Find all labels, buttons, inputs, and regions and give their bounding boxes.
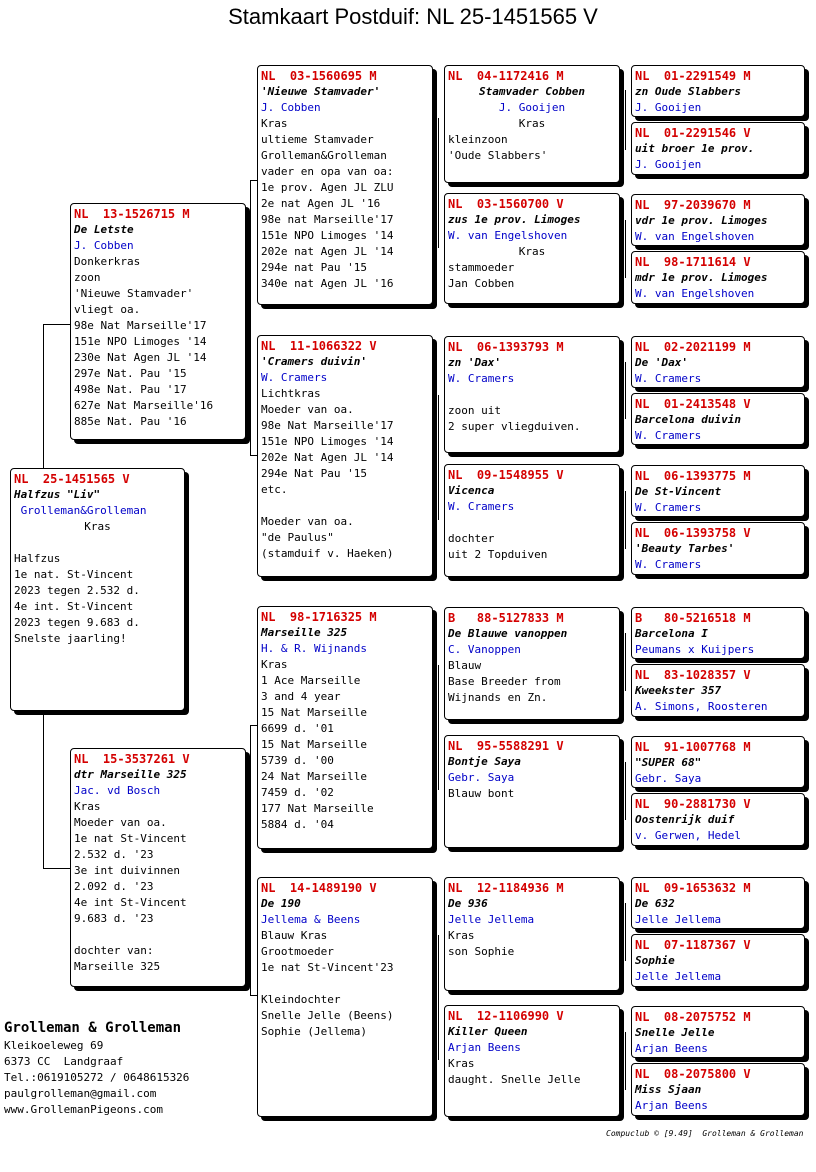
connector-line xyxy=(625,90,626,150)
page-title: Stamkaart Postduif: NL 25-1451565 V xyxy=(228,4,598,29)
owner-name: W. Cramers xyxy=(635,372,702,385)
pedigree-line: 202e nat Agen JL '14 xyxy=(261,245,394,258)
owner-name: J. Cobben xyxy=(261,101,321,114)
pedigree-card-g15 xyxy=(631,1006,805,1058)
connector-line xyxy=(43,715,44,868)
pedigree-line: vader en opa van oa: xyxy=(261,165,394,178)
pedigree-line: 627e Nat Marseille'16 xyxy=(74,399,214,412)
pedigree-line: Grolleman&Grolleman xyxy=(261,149,387,162)
pedigree-card-g13 xyxy=(631,877,805,929)
pedigree-line: son Sophie xyxy=(448,945,515,958)
owner-name: J. Cobben xyxy=(74,239,134,252)
pedigree-card-subject xyxy=(10,468,185,711)
pedigree-line xyxy=(448,387,616,403)
owner-name: Arjan Beens xyxy=(635,1042,708,1055)
owner-name: Gebr. Saya xyxy=(448,771,515,784)
pedigree-card-g16 xyxy=(631,1063,805,1116)
ring-number: NL 13-1526715 M xyxy=(74,207,190,221)
pigeon-name: Killer Queen xyxy=(448,1025,528,1038)
pedigree-line: 1 Ace Marseille xyxy=(261,674,361,687)
ring-number: NL 06-1393758 V xyxy=(635,526,751,540)
ring-number: NL 01-2291546 V xyxy=(635,126,751,140)
pedigree-line xyxy=(448,515,616,531)
pigeon-name: Halfzus "Liv" xyxy=(14,488,101,501)
connector-line xyxy=(625,491,626,549)
pedigree-card-g6 xyxy=(631,393,805,445)
pigeon-name: De 936 xyxy=(448,897,488,910)
owner-name: W. van Engelshoven xyxy=(635,230,755,243)
pedigree-line: 340e nat Agen JL '16 xyxy=(261,277,394,290)
pedigree-line: dochter van: xyxy=(74,944,154,957)
owner-name: W. Cramers xyxy=(448,372,515,385)
pedigree-line: daught. Snelle Jelle xyxy=(448,1073,581,1086)
pedigree-line: 297e Nat. Pau '15 xyxy=(74,367,187,380)
breeder-info xyxy=(4,1018,189,1118)
pedigree-line: 1e nat St-Vincent'23 xyxy=(261,961,394,974)
pedigree-line: Kras xyxy=(74,800,101,813)
owner-name: Arjan Beens xyxy=(448,1041,521,1054)
ring-number: NL 97-2039670 M xyxy=(635,198,751,212)
pedigree-line: 294e Nat Pau '15 xyxy=(261,467,367,480)
pedigree-line: Kleindochter xyxy=(261,993,341,1006)
pedigree-line: Grootmoeder xyxy=(261,945,334,958)
pigeon-name: Miss Sjaan xyxy=(635,1083,702,1096)
pedigree-card-g1 xyxy=(631,65,805,117)
pedigree-line: 2.532 d. '23 xyxy=(74,848,154,861)
owner-name: v. Gerwen, Hedel xyxy=(635,829,741,842)
owner-name: W. van Engelshoven xyxy=(448,229,568,242)
pedigree-card-father xyxy=(70,203,246,440)
ring-number: NL 03-1560700 V xyxy=(448,197,564,211)
connector-line xyxy=(625,220,626,278)
pedigree-line: 2 super vliegduiven. xyxy=(448,420,581,433)
pedigree-line: stammoeder xyxy=(448,261,515,274)
ring-number: NL 09-1653632 M xyxy=(635,881,751,895)
pedigree-card-mmf xyxy=(444,877,620,991)
pedigree-line: 4e int. St-Vincent xyxy=(14,600,134,613)
pigeon-name: 'Cramers duivin' xyxy=(261,355,367,368)
pedigree-card-ffm xyxy=(444,193,620,304)
pedigree-line: Blauw xyxy=(448,659,482,672)
owner-name: J. Gooijen xyxy=(498,101,566,114)
pedigree-card-fmf xyxy=(444,336,620,453)
pedigree-line: 4e int St-Vincent xyxy=(74,896,187,909)
pedigree-line: Halfzus xyxy=(14,552,61,565)
pedigree-card-mm xyxy=(257,877,433,1117)
pedigree-line: 98e nat Marseille'17 xyxy=(261,213,394,226)
ring-number: NL 98-1711614 V xyxy=(635,255,751,269)
pedigree-line: Sophie (Jellema) xyxy=(261,1025,367,1038)
pedigree-card-mf xyxy=(257,606,433,849)
pedigree-line: zoon uit xyxy=(448,404,501,417)
pigeon-name: Stamvader Cobben xyxy=(479,85,585,98)
pedigree-line xyxy=(261,498,429,514)
pedigree-line: uit 2 Topduiven xyxy=(448,548,548,561)
pigeon-name: "SUPER 68" xyxy=(635,756,702,769)
pedigree-line: 1e nat St-Vincent xyxy=(74,832,187,845)
pedigree-line: 7459 d. '02 xyxy=(261,786,334,799)
owner-name: Jelle Jellema xyxy=(635,970,722,983)
ring-number: NL 12-1106990 V xyxy=(448,1009,564,1023)
pedigree-line: ultieme Stamvader xyxy=(261,133,374,146)
pedigree-line: 6699 d. '01 xyxy=(261,722,334,735)
ring-number: NL 90-2881730 V xyxy=(635,797,751,811)
pedigree-line: 498e Nat. Pau '17 xyxy=(74,383,187,396)
pedigree-line: kleinzoon xyxy=(448,133,508,146)
connector-line xyxy=(250,995,257,996)
pedigree-card-g11 xyxy=(631,736,805,788)
pedigree-card-g4 xyxy=(631,251,805,304)
owner-name: Grolleman&Grolleman xyxy=(14,504,147,517)
pedigree-line: 230e Nat Agen JL '14 xyxy=(74,351,207,364)
pedigree-card-fm xyxy=(257,335,433,577)
pedigree-line: 3 and 4 year xyxy=(261,690,341,703)
ring-number: NL 06-1393793 M xyxy=(448,340,564,354)
pedigree-line: 151e NPO Limoges '14 xyxy=(74,335,207,348)
pedigree-line: 1e prov. Agen JL ZLU xyxy=(261,181,394,194)
owner-name: Jellema & Beens xyxy=(261,913,361,926)
pigeon-name: dtr Marseille 325 xyxy=(74,768,187,781)
pedigree-card-mmm xyxy=(444,1005,620,1117)
pedigree-card-mfm xyxy=(444,735,620,848)
owner-name: Arjan Beens xyxy=(635,1099,708,1112)
pigeon-name: zus 1e prov. Limoges xyxy=(448,213,581,226)
pedigree-card-g9 xyxy=(631,607,805,659)
pedigree-line: Kras xyxy=(448,929,475,942)
pigeon-name: Kweekster 357 xyxy=(635,684,722,697)
owner-name: J. Gooijen xyxy=(635,101,702,114)
pedigree-card-fff xyxy=(444,65,620,183)
pigeon-name: Oostenrijk duif xyxy=(635,813,735,826)
owner-name: J. Gooijen xyxy=(635,158,702,171)
pedigree-card-mother xyxy=(70,748,246,987)
pedigree-line: 294e nat Pau '15 xyxy=(261,261,367,274)
connector-line xyxy=(250,725,251,995)
pedigree-line: 151e NPO Limoges '14 xyxy=(261,435,394,448)
pedigree-line: Wijnands en Zn. xyxy=(448,691,548,704)
pedigree-line: Moeder van oa. xyxy=(261,403,354,416)
pigeon-name: uit broer 1e prov. xyxy=(635,142,755,155)
ring-number: NL 98-1716325 M xyxy=(261,610,377,624)
owner-name: W. van Engelshoven xyxy=(635,287,755,300)
owner-name: W. Cramers xyxy=(635,558,702,571)
pedigree-line: 15 Nat Marseille xyxy=(261,738,367,751)
ring-number: NL 07-1187367 V xyxy=(635,938,751,952)
pedigree-line: Donkerkras xyxy=(74,255,141,268)
pedigree-line xyxy=(74,927,242,943)
pigeon-name: 'Beauty Tarbes' xyxy=(635,542,735,555)
ring-number: NL 12-1184936 M xyxy=(448,881,564,895)
pedigree-line: (stamduif v. Haeken) xyxy=(261,547,394,560)
ring-number: NL 06-1393775 M xyxy=(635,469,751,483)
pedigree-card-g2 xyxy=(631,122,805,175)
footer-credit: Compuclub © [9.49] Grolleman & Grolleman xyxy=(606,1129,804,1138)
pedigree-card-g7 xyxy=(631,465,805,517)
pedigree-line: 'Nieuwe Stamvader' xyxy=(74,287,194,300)
connector-line xyxy=(625,633,626,691)
pigeon-name: Sophie xyxy=(635,954,675,967)
pigeon-name: vdr 1e prov. Limoges xyxy=(635,214,768,227)
pedigree-line: 15 Nat Marseille xyxy=(261,706,367,719)
ring-number: NL 01-2291549 M xyxy=(635,69,751,83)
pigeon-name: De Letste xyxy=(74,223,134,236)
pigeon-name: 'Nieuwe Stamvader' xyxy=(261,85,381,98)
pedigree-line xyxy=(261,976,429,992)
connector-line xyxy=(250,180,257,181)
pedigree-line: Marseille 325 xyxy=(74,960,161,973)
connector-line xyxy=(250,455,257,456)
pedigree-line: Blauw Kras xyxy=(261,929,328,942)
connector-line xyxy=(438,118,439,248)
ring-number: B 80-5216518 M xyxy=(635,611,751,625)
ring-number: NL 25-1451565 V xyxy=(14,472,130,486)
owner-name: Jelle Jellema xyxy=(635,913,722,926)
pedigree-line: Kras xyxy=(261,117,288,130)
ring-number: NL 14-1489190 V xyxy=(261,881,377,895)
pedigree-line: zoon xyxy=(74,271,101,284)
pigeon-name: Vicenca xyxy=(448,484,495,497)
pedigree-line: 151e NPO Limoges '14 xyxy=(261,229,394,242)
pigeon-name: Snelle Jelle xyxy=(635,1026,715,1039)
pedigree-card-g12 xyxy=(631,793,805,846)
pigeon-name: Barcelona I xyxy=(635,627,708,640)
connector-line xyxy=(625,1032,626,1090)
breeder-name: Grolleman & Grolleman xyxy=(4,1020,182,1036)
pedigree-line: etc. xyxy=(261,483,288,496)
pigeon-name: zn Oude Slabbers xyxy=(635,85,741,98)
ring-number: NL 08-2075752 M xyxy=(635,1010,751,1024)
ring-number: NL 02-2021199 M xyxy=(635,340,751,354)
pedigree-line: Lichtkras xyxy=(261,387,321,400)
owner-name: H. & R. Wijnands xyxy=(261,642,367,655)
breeder-city: 6373 CC Landgraaf xyxy=(4,1055,124,1068)
connector-line xyxy=(250,725,257,726)
connector-line xyxy=(625,362,626,419)
pedigree-card-g3 xyxy=(631,194,805,246)
pedigree-line: 2023 tegen 9.683 d. xyxy=(14,616,140,629)
pedigree-line: 202e Nat Agen JL '14 xyxy=(261,451,394,464)
breeder-address: Kleikoeleweg 69 xyxy=(4,1039,104,1052)
ring-number: NL 11-1066322 V xyxy=(261,339,377,353)
owner-name: W. Cramers xyxy=(635,501,702,514)
connector-line xyxy=(625,903,626,961)
owner-name: Peumans x Kuijpers xyxy=(635,643,755,656)
pedigree-card-ff xyxy=(257,65,433,305)
pedigree-line: 885e Nat. Pau '16 xyxy=(74,415,187,428)
pigeon-name: De 190 xyxy=(261,897,301,910)
pedigree-line: Kras xyxy=(518,245,546,258)
pedigree-line: 5884 d. '04 xyxy=(261,818,334,831)
pedigree-line: 98e Nat Marseille'17 xyxy=(261,419,394,432)
pedigree-line: Kras xyxy=(261,658,288,671)
ring-number: NL 03-1560695 M xyxy=(261,69,377,83)
connector-line xyxy=(438,935,439,1060)
pedigree-line: dochter xyxy=(448,532,495,545)
owner-name: W. Cramers xyxy=(261,371,328,384)
owner-name: A. Simons, Roosteren xyxy=(635,700,768,713)
pigeon-name: De 632 xyxy=(635,897,675,910)
pedigree-line: Moeder van oa. xyxy=(261,515,354,528)
breeder-email[interactable]: paulgrolleman@gmail.com xyxy=(4,1087,157,1100)
ring-number: NL 04-1172416 M xyxy=(448,69,564,83)
pedigree-card-g8 xyxy=(631,522,805,575)
breeder-website[interactable]: www.GrollemanPigeons.com xyxy=(4,1103,163,1116)
ring-number: NL 95-5588291 V xyxy=(448,739,564,753)
pigeon-name: Barcelona duivin xyxy=(635,413,741,426)
pedigree-card-g10 xyxy=(631,664,805,717)
pedigree-line: Moeder van oa. xyxy=(74,816,167,829)
owner-name: W. Cramers xyxy=(635,429,702,442)
ring-number: NL 01-2413548 V xyxy=(635,397,751,411)
ring-number: NL 15-3537261 V xyxy=(74,752,190,766)
owner-name: Jac. vd Bosch xyxy=(74,784,161,797)
pedigree-line: Snelle Jelle (Beens) xyxy=(261,1009,394,1022)
pedigree-line: Kras xyxy=(448,1057,475,1070)
pigeon-name: De 'Dax' xyxy=(635,356,688,369)
pigeon-name: De Blauwe vanoppen xyxy=(448,627,568,640)
pedigree-line: 2e nat Agen JL '16 xyxy=(261,197,381,210)
pedigree-card-g14 xyxy=(631,934,805,987)
pedigree-line: 24 Nat Marseille xyxy=(261,770,367,783)
pigeon-name: zn 'Dax' xyxy=(448,356,501,369)
connector-line xyxy=(625,762,626,820)
ring-number: B 88-5127833 M xyxy=(448,611,564,625)
connector-line xyxy=(438,395,439,520)
pedigree-card-mff xyxy=(444,607,620,720)
pigeon-name: Bontje Saya xyxy=(448,755,521,768)
pedigree-line: Base Breeder from xyxy=(448,675,561,688)
pedigree-line: 5739 d. '00 xyxy=(261,754,334,767)
ring-number: NL 09-1548955 V xyxy=(448,468,564,482)
connector-line xyxy=(43,868,70,869)
pedigree-line: 9.683 d. '23 xyxy=(74,912,154,925)
pedigree-line: 1e nat. St-Vincent xyxy=(14,568,134,581)
pedigree-line: 2023 tegen 2.532 d. xyxy=(14,584,140,597)
owner-name: Jelle Jellema xyxy=(448,913,535,926)
pedigree-line: Snelste jaarling! xyxy=(14,632,127,645)
pedigree-line: 177 Nat Marseille xyxy=(261,802,374,815)
pedigree-line: Jan Cobben xyxy=(448,277,515,290)
pedigree-line: "de Paulus" xyxy=(261,531,334,544)
pedigree-card-g5 xyxy=(631,336,805,388)
ring-number: NL 08-2075800 V xyxy=(635,1067,751,1081)
owner-name: C. Vanoppen xyxy=(448,643,521,656)
pedigree-line: 'Oude Slabbers' xyxy=(448,149,548,162)
pigeon-name: mdr 1e prov. Limoges xyxy=(635,271,768,284)
connector-line xyxy=(43,324,44,468)
pedigree-line: 2.092 d. '23 xyxy=(74,880,154,893)
pedigree-line: Blauw bont xyxy=(448,787,515,800)
pedigree-line: 3e int duivinnen xyxy=(74,864,180,877)
connector-line xyxy=(43,324,70,325)
owner-name: W. Cramers xyxy=(448,500,515,513)
pedigree-card-fmm xyxy=(444,464,620,577)
pedigree-line: 98e Nat Marseille'17 xyxy=(74,319,207,332)
pigeon-name: De St-Vincent xyxy=(635,485,722,498)
connector-line xyxy=(438,665,439,790)
pigeon-name: Marseille 325 xyxy=(261,626,348,639)
pedigree-line: Kras xyxy=(84,520,111,533)
ring-number: NL 91-1007768 M xyxy=(635,740,751,754)
ring-number: NL 83-1028357 V xyxy=(635,668,751,682)
breeder-phone: Tel.:0619105272 / 0648615326 xyxy=(4,1071,190,1084)
pedigree-line: Kras xyxy=(518,117,546,130)
pedigree-line: vliegt oa. xyxy=(74,303,141,316)
connector-line xyxy=(250,180,251,455)
pedigree-line xyxy=(14,535,181,551)
owner-name: Gebr. Saya xyxy=(635,772,702,785)
